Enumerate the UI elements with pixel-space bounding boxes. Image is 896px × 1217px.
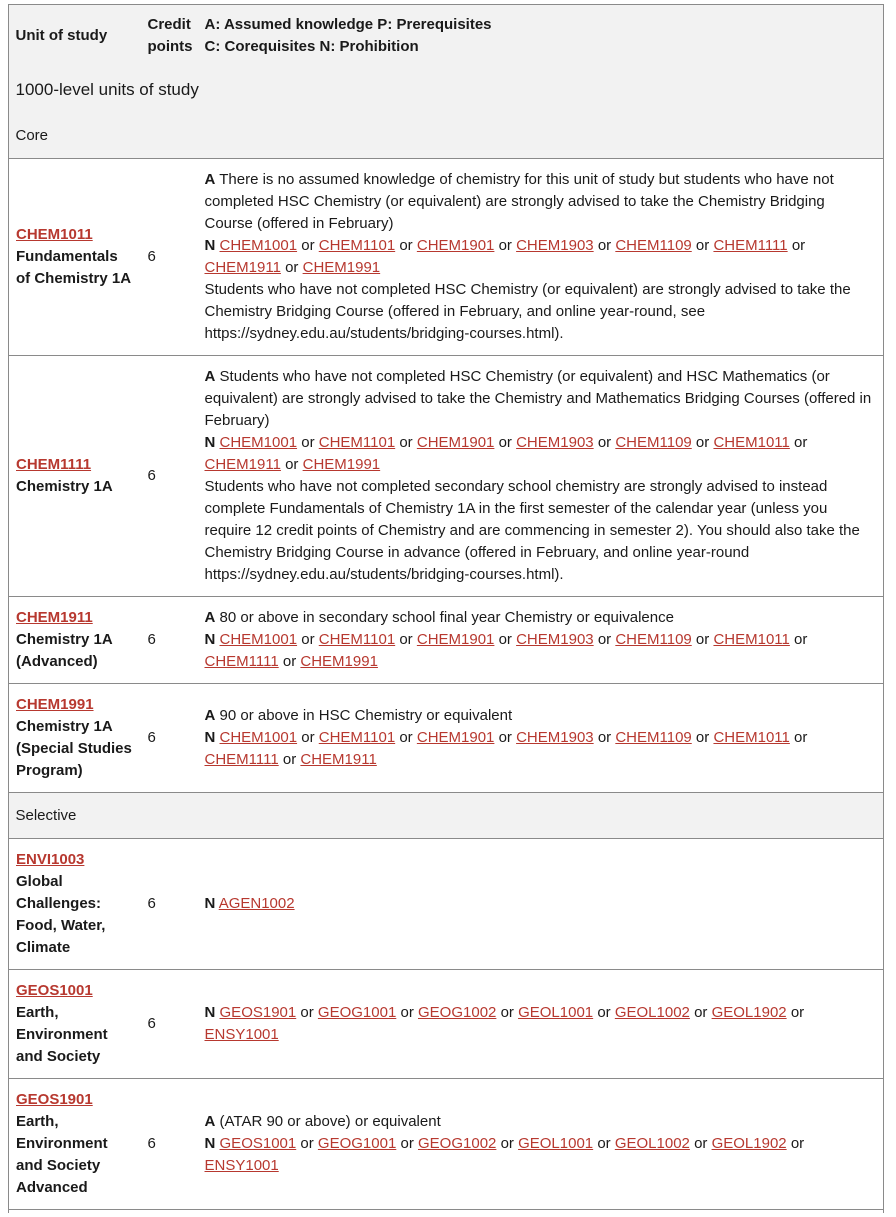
unit-name-line: (Special Studies xyxy=(16,740,132,757)
header-cp-line2: points xyxy=(147,38,193,55)
or-separator: or xyxy=(300,1135,314,1152)
unit-name-line: Environment xyxy=(16,1135,108,1152)
prohibited-unit-link[interactable]: CHEM1991 xyxy=(302,259,381,276)
prohibition-tag: N xyxy=(204,1135,216,1152)
table-row xyxy=(9,159,884,356)
or-separator: or xyxy=(794,729,808,746)
credit-points: 6 xyxy=(141,597,198,684)
assumed-text: (ATAR 90 or above) or equivalent xyxy=(219,1113,441,1130)
or-separator: or xyxy=(301,434,315,451)
unit-cell xyxy=(9,839,141,970)
header-req-line2: C: Corequisites N: Prohibition xyxy=(204,38,419,55)
or-separator: or xyxy=(695,631,710,648)
units-table xyxy=(8,4,884,1210)
or-separator: or xyxy=(498,434,512,451)
unit-cell xyxy=(9,159,141,356)
or-separator: or xyxy=(597,1004,611,1021)
unit-name-line: Chemistry 1A xyxy=(16,478,113,495)
unit-name-line: Earth, xyxy=(16,1113,59,1130)
prohibited-unit-link[interactable]: ENSY1001 xyxy=(204,1026,279,1043)
prohibited-unit-link[interactable]: CHEM1109 xyxy=(615,434,692,451)
table-row xyxy=(9,839,884,970)
unit-cell xyxy=(9,1079,141,1210)
prohibition xyxy=(205,235,876,279)
prohibited-unit-link[interactable]: GEOL1902 xyxy=(711,1004,787,1021)
unit-name-line: and Society xyxy=(16,1048,101,1065)
prohibited-unit-link[interactable]: GEOL1002 xyxy=(614,1004,690,1021)
assumed-text: 90 or above in HSC Chemistry or equivalent xyxy=(219,707,513,724)
credit-points: 6 xyxy=(141,970,198,1079)
table-header xyxy=(9,5,884,68)
prohibited-unit-link[interactable]: CHEM1111 xyxy=(713,237,788,254)
prohibited-unit-link[interactable]: CHEM1101 xyxy=(318,631,396,648)
or-separator: or xyxy=(399,729,413,746)
or-separator: or xyxy=(400,1004,414,1021)
prohibition xyxy=(205,1002,876,1046)
prohibited-unit-link[interactable]: CHEM1901 xyxy=(416,434,495,451)
unit-code-link[interactable]: GEOS1001 xyxy=(16,982,93,999)
or-separator: or xyxy=(498,237,512,254)
unit-code-link[interactable]: CHEM1911 xyxy=(16,609,93,626)
prohibited-unit-link[interactable]: GEOG1002 xyxy=(418,1004,497,1021)
prohibited-unit-link[interactable]: AGEN1002 xyxy=(218,895,295,912)
or-separator: or xyxy=(695,729,710,746)
unit-name-line: Chemistry 1A xyxy=(16,718,113,735)
requirements-cell xyxy=(198,839,884,970)
level-heading-row xyxy=(9,67,884,113)
unit-name-line: Program) xyxy=(16,762,83,779)
prohibited-unit-link[interactable]: CHEM1109 xyxy=(615,237,692,254)
or-separator: or xyxy=(500,1004,514,1021)
assumed-text: There is no assumed knowledge of chemistry for this unit of study but students who have not completed HSC Chemistry (or equivalent) are strongly advised to take the Chemistry Bridging Course (offered in February) xyxy=(204,171,834,232)
prohibited-unit-link[interactable]: CHEM1901 xyxy=(416,631,495,648)
prohibited-unit-link[interactable]: GEOL1902 xyxy=(711,1135,787,1152)
header-credit-points xyxy=(141,5,198,68)
unit-cell xyxy=(9,597,141,684)
prohibited-unit-link[interactable]: CHEM1903 xyxy=(516,237,594,254)
prohibited-unit-link[interactable]: CHEM1001 xyxy=(219,434,298,451)
prohibition-tag: N xyxy=(204,434,216,451)
or-separator: or xyxy=(790,1135,805,1152)
or-separator: or xyxy=(791,237,806,254)
core-section-row xyxy=(9,113,884,159)
prohibition xyxy=(205,432,876,476)
unit-name-line: Environment xyxy=(16,1026,108,1043)
prohibited-unit-link[interactable]: CHEM1991 xyxy=(300,653,378,670)
table-row xyxy=(9,356,884,597)
prohibited-unit-link[interactable]: CHEM1011 xyxy=(713,434,790,451)
prohibited-unit-link[interactable]: CHEM1011 xyxy=(713,631,790,648)
unit-name-line: Fundamentals xyxy=(16,248,118,265)
prohibited-unit-link[interactable]: CHEM1109 xyxy=(615,729,692,746)
unit-name-line: Chemistry 1A xyxy=(16,631,113,648)
or-separator: or xyxy=(597,1135,611,1152)
prohibited-unit-link[interactable]: GEOG1002 xyxy=(418,1135,497,1152)
prohibited-unit-link[interactable]: GEOS1001 xyxy=(219,1135,297,1152)
prohibited-unit-link[interactable]: GEOL1001 xyxy=(518,1135,594,1152)
prohibited-unit-link[interactable]: CHEM1911 xyxy=(300,751,377,768)
prohibited-unit-link[interactable]: CHEM1911 xyxy=(204,259,281,276)
prohibited-unit-link[interactable]: CHEM1901 xyxy=(416,237,495,254)
or-separator: or xyxy=(399,237,413,254)
credit-points: 6 xyxy=(141,684,198,793)
unit-name-line: Earth, xyxy=(16,1004,59,1021)
requirements-cell xyxy=(198,1079,884,1210)
table-row xyxy=(9,970,884,1079)
prohibited-unit-link[interactable]: CHEM1111 xyxy=(204,751,279,768)
or-separator: or xyxy=(285,259,299,276)
unit-name-line: and Society xyxy=(16,1157,101,1174)
or-separator: or xyxy=(400,1135,414,1152)
prohibited-unit-link[interactable]: GEOG1001 xyxy=(317,1135,397,1152)
prohibition-tag: N xyxy=(204,1004,216,1021)
table-row xyxy=(9,1079,884,1210)
unit-code-link[interactable]: CHEM1011 xyxy=(16,226,93,243)
section-core: Core xyxy=(9,113,884,159)
prohibited-unit-link[interactable]: CHEM1911 xyxy=(204,456,281,473)
prohibition-tag: N xyxy=(204,729,216,746)
or-separator: or xyxy=(694,1135,708,1152)
table-row xyxy=(9,597,884,684)
credit-points: 6 xyxy=(141,356,198,597)
assumed-knowledge xyxy=(205,705,876,727)
prohibition xyxy=(205,1133,876,1177)
header-requirements xyxy=(198,5,884,68)
requirements-cell xyxy=(198,597,884,684)
or-separator: or xyxy=(498,631,512,648)
or-separator: or xyxy=(300,1004,314,1021)
prohibited-unit-link[interactable]: CHEM1001 xyxy=(219,729,298,746)
prohibited-unit-link[interactable]: CHEM1901 xyxy=(416,729,495,746)
assumed-text: Students who have not completed HSC Chemistry (or equivalent) and HSC Mathematics (or equivalent) are strongly advised to take the Chemistry and Mathematics Bridging Courses (offered in February) xyxy=(204,368,872,429)
prohibited-unit-link[interactable]: CHEM1109 xyxy=(615,631,692,648)
prohibited-unit-link[interactable]: CHEM1903 xyxy=(516,434,594,451)
header-req-line1: A: Assumed knowledge P: Prerequisites xyxy=(204,16,492,33)
prohibited-unit-link[interactable]: CHEM1903 xyxy=(516,631,594,648)
prohibited-unit-link[interactable]: ENSY1001 xyxy=(204,1157,279,1174)
assumed-tag: A xyxy=(204,609,216,626)
assumed-knowledge xyxy=(205,366,876,432)
or-separator: or xyxy=(794,434,808,451)
unit-name-line: of Chemistry 1A xyxy=(16,270,132,287)
or-separator: or xyxy=(285,456,299,473)
level-heading: 1000-level units of study xyxy=(9,67,884,113)
credit-points: 6 xyxy=(141,159,198,356)
or-separator: or xyxy=(597,729,612,746)
assumed-knowledge xyxy=(205,607,876,629)
header-unit-of-study: Unit of study xyxy=(9,5,141,68)
unit-name-line: Advanced xyxy=(16,1179,88,1196)
or-separator: or xyxy=(301,631,315,648)
assumed-tag: A xyxy=(204,171,216,188)
or-separator: or xyxy=(597,237,612,254)
prohibited-unit-link[interactable]: GEOL1002 xyxy=(614,1135,690,1152)
prohibition-tag: N xyxy=(204,237,216,254)
unit-note: Students who have not completed secondary school chemistry are strongly advised to instead complete Fundamentals of Chemistry 1A in the first semester of the calendar year (unless you require 12 credit points of Chemistry and are commencing in semester 2). You should also take the Chemistry Bridging Course in advance (offered in February, and online year-round https://sydney.edu.au/students/bridging-courses.html). xyxy=(204,478,860,583)
or-separator: or xyxy=(695,434,710,451)
requirements-cell xyxy=(198,970,884,1079)
assumed-knowledge xyxy=(205,1111,876,1133)
header-cp-line1: Credit xyxy=(147,16,191,33)
unit-cell xyxy=(9,684,141,793)
unit-name-line: Challenges: xyxy=(16,895,102,912)
unit-name-line: Global xyxy=(16,873,63,890)
prohibited-unit-link[interactable]: CHEM1001 xyxy=(219,631,298,648)
prohibited-unit-link[interactable]: CHEM1991 xyxy=(302,456,381,473)
prohibited-unit-link[interactable]: CHEM1111 xyxy=(204,653,279,670)
or-separator: or xyxy=(301,237,315,254)
or-separator: or xyxy=(498,729,512,746)
credit-points: 6 xyxy=(141,1079,198,1210)
prohibited-unit-link[interactable]: CHEM1011 xyxy=(713,729,790,746)
unit-name-line: (Advanced) xyxy=(16,653,98,670)
assumed-knowledge xyxy=(205,169,876,235)
prohibited-unit-link[interactable]: CHEM1001 xyxy=(219,237,298,254)
unit-cell xyxy=(9,970,141,1079)
requirements-cell xyxy=(198,159,884,356)
prohibited-unit-link[interactable]: GEOS1901 xyxy=(219,1004,297,1021)
or-separator: or xyxy=(301,729,315,746)
selective-section-row xyxy=(9,793,884,839)
or-separator: or xyxy=(282,653,297,670)
requirements-cell xyxy=(198,684,884,793)
or-separator: or xyxy=(399,434,413,451)
or-separator: or xyxy=(794,631,808,648)
assumed-tag: A xyxy=(204,707,216,724)
or-separator: or xyxy=(694,1004,708,1021)
unit-note: Students who have not completed HSC Chemistry (or equivalent) are strongly advised to take the Chemistry Bridging Course (offered in February, and online year-round, see https://sydney.edu.au/students/bridging-courses.html). xyxy=(204,281,851,342)
unit-cell xyxy=(9,356,141,597)
assumed-tag: A xyxy=(204,1113,216,1130)
prohibited-unit-link[interactable]: CHEM1101 xyxy=(318,237,396,254)
prohibited-unit-link[interactable]: GEOG1001 xyxy=(317,1004,397,1021)
section-selective: Selective xyxy=(9,793,884,839)
or-separator: or xyxy=(597,434,612,451)
or-separator: or xyxy=(282,751,297,768)
unit-name-line: Food, Water, xyxy=(16,917,106,934)
assumed-text: 80 or above in secondary school final year Chemistry or equivalence xyxy=(219,609,674,626)
prohibited-unit-link[interactable]: CHEM1101 xyxy=(318,434,396,451)
prohibited-unit-link[interactable]: CHEM1903 xyxy=(516,729,594,746)
unit-name-line: Climate xyxy=(16,939,71,956)
requirements-cell xyxy=(198,356,884,597)
unit-code-link[interactable]: GEOS1901 xyxy=(16,1091,93,1108)
prohibition xyxy=(205,893,876,915)
or-separator: or xyxy=(399,631,413,648)
credit-points: 6 xyxy=(141,839,198,970)
or-separator: or xyxy=(500,1135,514,1152)
unit-code-link[interactable]: CHEM1991 xyxy=(16,696,94,713)
prohibition xyxy=(205,727,876,771)
prohibition xyxy=(205,629,876,673)
prohibited-unit-link[interactable]: GEOL1001 xyxy=(518,1004,594,1021)
table-row xyxy=(9,684,884,793)
or-separator: or xyxy=(695,237,710,254)
prohibition-tag: N xyxy=(204,631,216,648)
assumed-tag: A xyxy=(204,368,216,385)
or-separator: or xyxy=(790,1004,805,1021)
or-separator: or xyxy=(597,631,612,648)
prohibition-tag: N xyxy=(204,895,216,912)
unit-code-link[interactable]: ENVI1003 xyxy=(16,851,85,868)
prohibited-unit-link[interactable]: CHEM1101 xyxy=(318,729,396,746)
unit-code-link[interactable]: CHEM1111 xyxy=(16,456,92,473)
